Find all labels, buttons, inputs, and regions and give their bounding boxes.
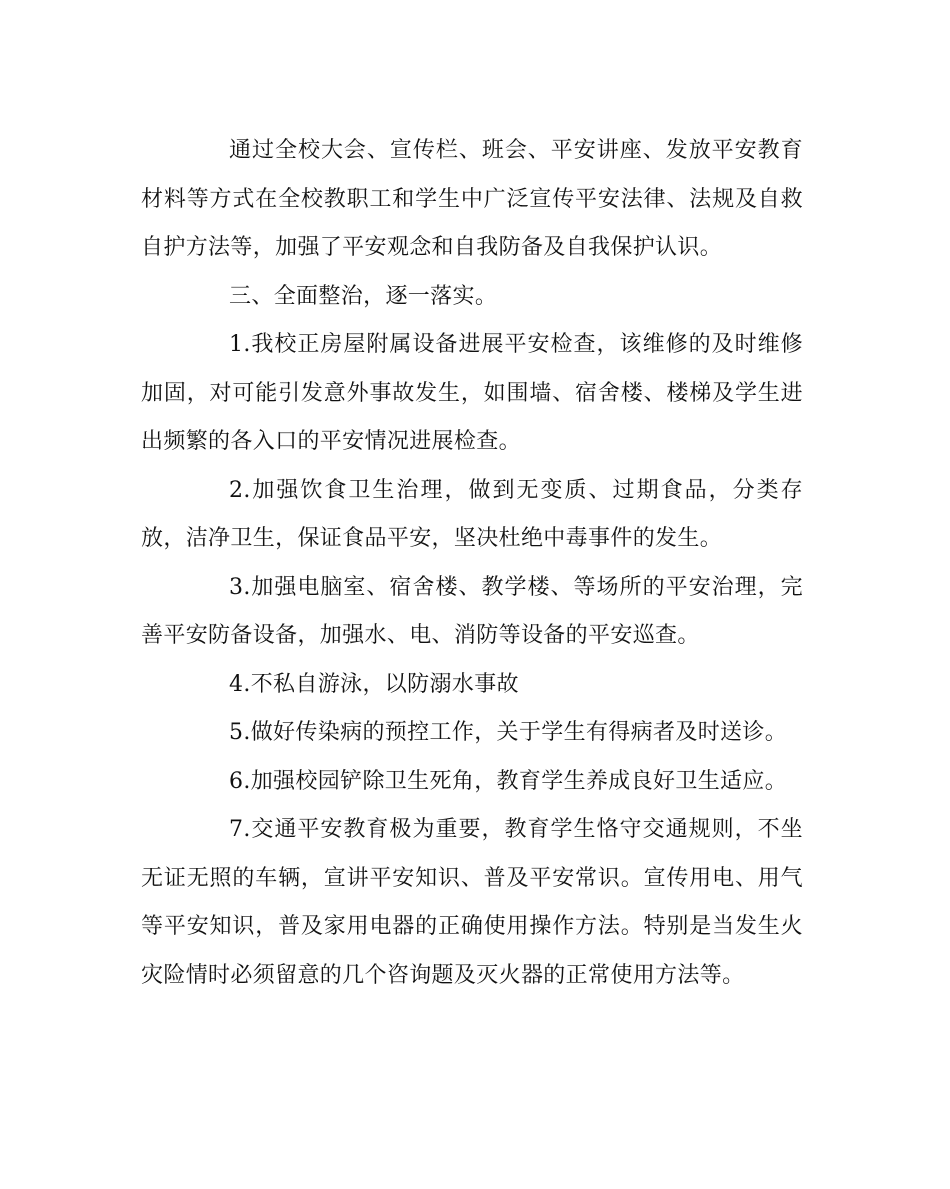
list-item-food-hygiene: 2.加强饮食卫生治理，做到无变质、过期食品，分类存放，洁净卫生，保证食品平安，坚决杜绝中毒事件的发生。 — [141, 477, 803, 551]
list-item-facility-safety: 3.加强电脑室、宿舍楼、教学楼、等场所的平安治理，完善平安防备设备，加强水、电、消防等设备的平安巡查。 — [141, 574, 803, 648]
document-body — [141, 127, 803, 1000]
list-item-building-inspection: 1.我校正房屋附属设备进展平安检查，该维修的及时维修加固，对可能引发意外事故发生，如围墙、宿舍楼、楼梯及学生进出频繁的各入口的平安情况进展检查。 — [141, 332, 803, 454]
list-item-swimming: 4.不私自游泳，以防溺水事故 — [229, 671, 519, 697]
list-item-disease-control: 5.做好传染病的预控工作，关于学生有得病者及时送诊。 — [229, 720, 788, 745]
list-item-campus-hygiene: 6.加强校园铲除卫生死角，教育学生养成良好卫生适应。 — [229, 768, 788, 794]
section-heading-rectification: 三、全面整治，逐一落实。 — [229, 283, 498, 309]
paragraph-publicity: 通过全校大会、宣传栏、班会、平安讲座、发放平安教育材料等方式在全校教职工和学生中广泛宣传平安法律、法规及自救自护方法等，加强了平安观念和自我防备及自我保护认识。 — [141, 138, 803, 260]
list-item-traffic-safety: 7.交通平安教育极为重要，教育学生恪守交通规则，不坐无证无照的车辆，宣讲平安知识、普及平安常识。宣传用电、用气等平安知识，普及家用电器的正确使用操作方法。特别是当发生火灾险情时必须留意的几个咨询题及灭火器的正常使用方法等。 — [141, 817, 803, 988]
